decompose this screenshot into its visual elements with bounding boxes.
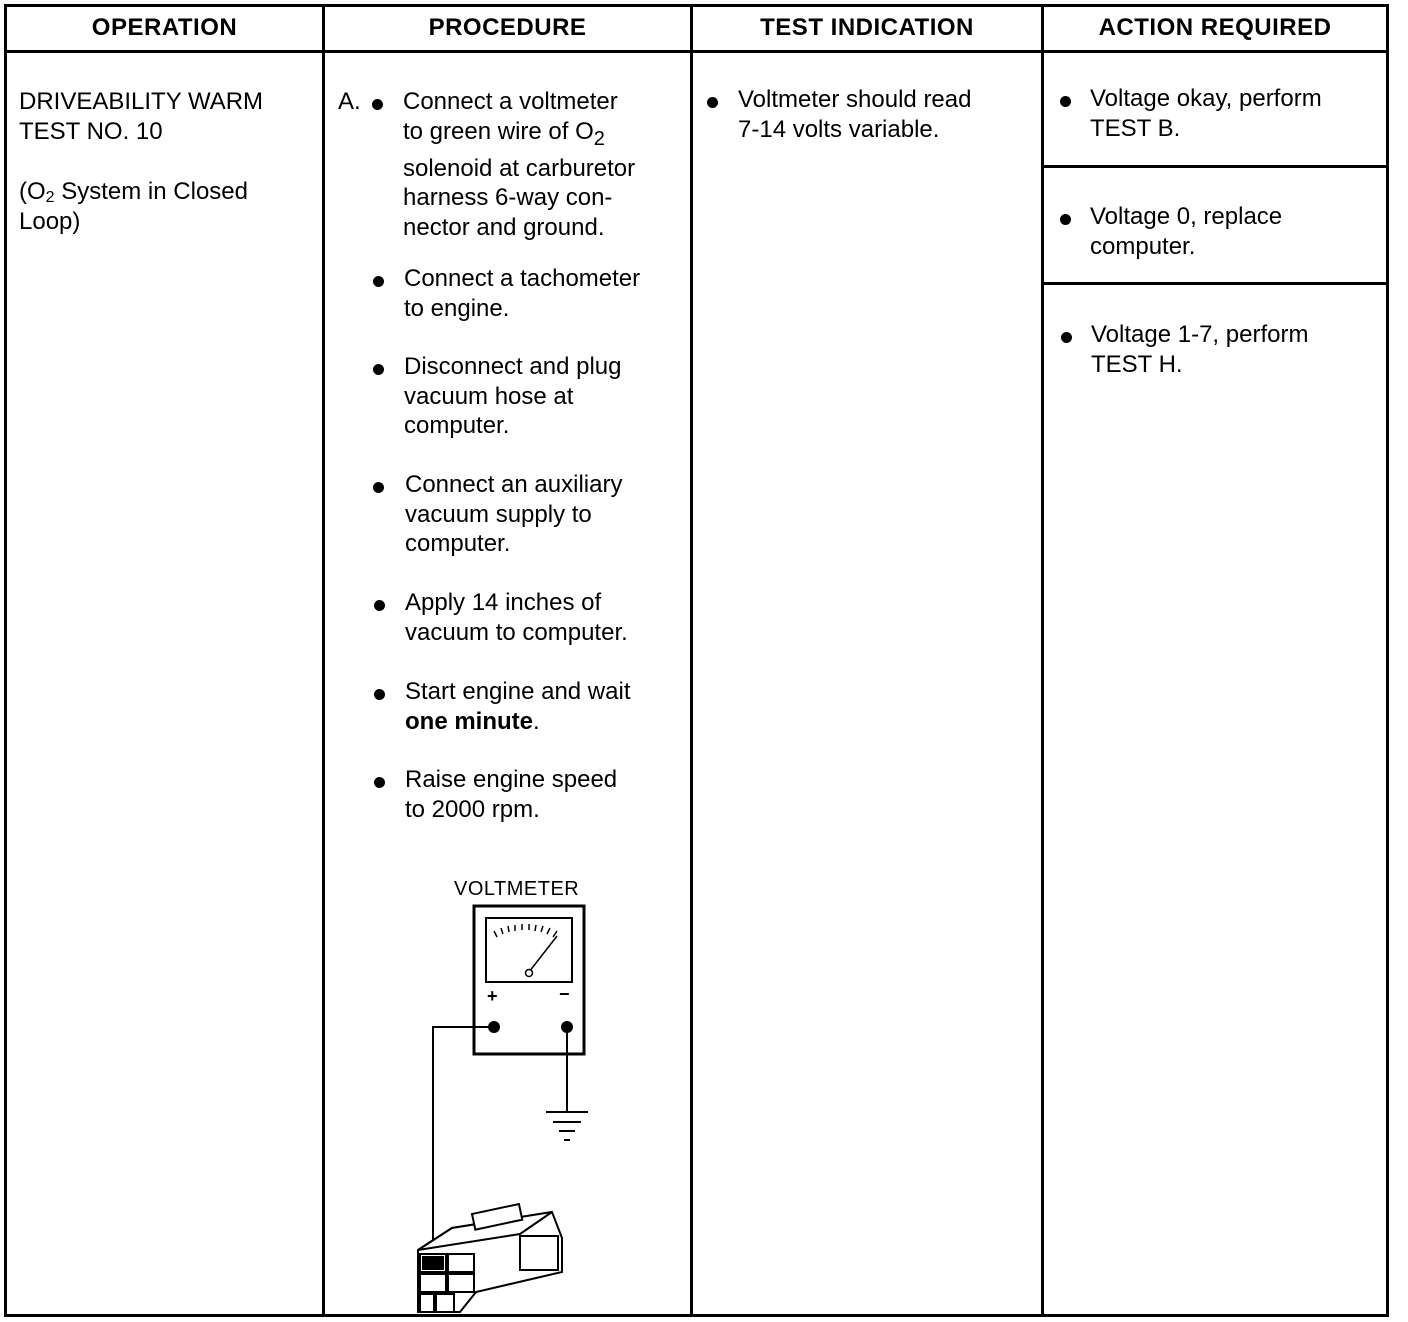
procedure-step: Raise engine speed to 2000 rpm. — [405, 766, 618, 823]
column-divider — [322, 4, 325, 1317]
column-divider — [1041, 4, 1044, 1317]
action-item: Voltage okay, perform TEST B. — [1090, 85, 1322, 142]
action-item: Voltage 0, replace computer. — [1090, 203, 1283, 260]
operation-title — [19, 87, 263, 146]
bullet-icon — [372, 99, 383, 110]
bullet-icon — [373, 276, 384, 287]
plus-label: + — [487, 986, 498, 1006]
header-action-required: ACTION REQUIRED — [1098, 14, 1332, 41]
procedure-step: Disconnect and plug vacuum hose at computer. — [404, 353, 622, 439]
minus-label: − — [559, 984, 570, 1004]
header-divider — [4, 50, 1389, 53]
procedure-step: Connect a tachometer to engine. — [404, 265, 641, 322]
header-procedure: PROCEDURE — [428, 14, 587, 41]
column-divider — [690, 4, 693, 1317]
bullet-icon — [373, 482, 384, 493]
procedure-step: Connect an auxiliary vacuum supply to computer. — [405, 471, 623, 557]
operation-title-line: TEST NO. 10 — [19, 117, 163, 145]
bullet-icon — [374, 600, 385, 611]
voltmeter-wiring-diagram — [410, 870, 630, 1320]
procedure-label: A. — [338, 88, 361, 115]
header-test-indication: TEST INDICATION — [760, 14, 974, 41]
voltmeter-label: VOLTMETER — [454, 878, 580, 900]
procedure-step: Apply 14 inches of vacuum to computer. — [405, 589, 628, 646]
bullet-icon — [1060, 214, 1071, 225]
bullet-icon — [374, 689, 385, 700]
operation-note-line: ($O_2$ System in Closed — [19, 178, 248, 206]
operation-note — [19, 177, 248, 236]
header-operation: OPERATION — [91, 14, 238, 41]
green-wire-terminal — [422, 1256, 444, 1270]
procedure-step: Connect a voltmeter to green wire of $O_2$ solenoid at carburetor harness 6-way con- nector and ground. — [403, 88, 636, 241]
bullet-icon — [374, 777, 385, 788]
bullet-icon — [1060, 96, 1071, 107]
action-item: Voltage 1-7, perform TEST H. — [1091, 321, 1309, 378]
operation-note-line: Loop) — [19, 207, 81, 235]
procedure-step: Start engine and wait one minute. — [405, 678, 631, 735]
bullet-icon — [373, 364, 384, 375]
needle-pivot — [526, 970, 533, 977]
bullet-icon — [1061, 332, 1072, 343]
operation-title-line: DRIVEABILITY WARM — [19, 88, 264, 115]
test-indication-text: Voltmeter should read 7-14 volts variable. — [738, 86, 972, 143]
bullet-icon — [707, 97, 718, 108]
ground-icon — [546, 1112, 588, 1140]
action-divider — [1041, 282, 1389, 285]
action-divider — [1041, 165, 1389, 168]
